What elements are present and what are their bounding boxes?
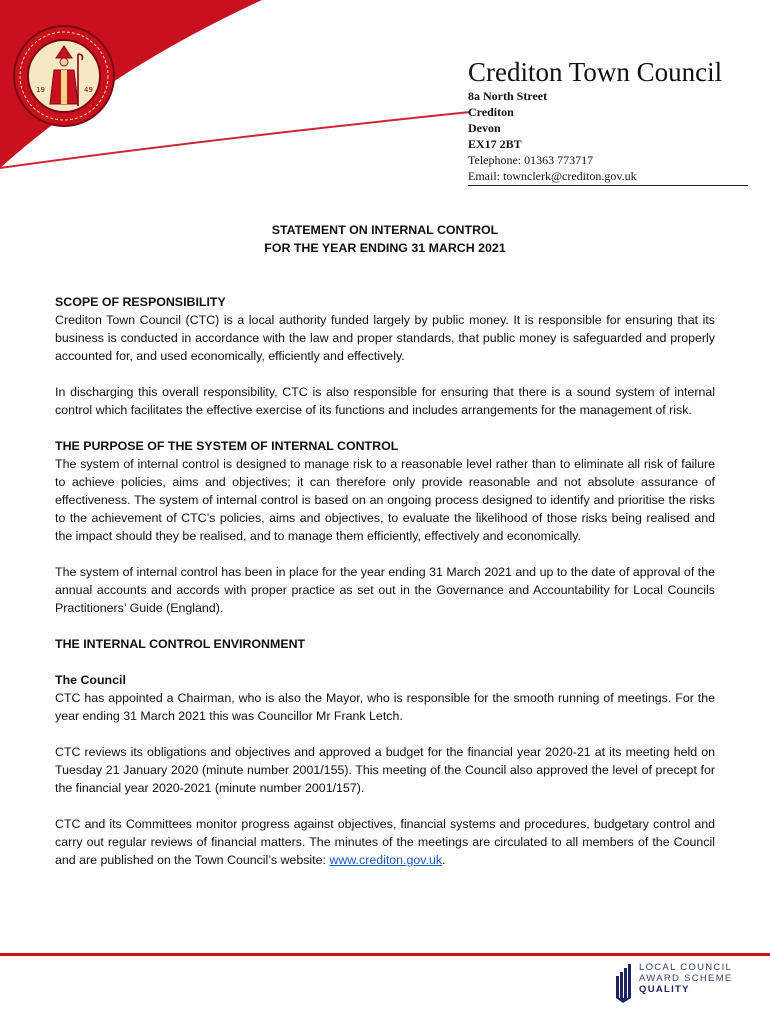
footer-rule — [0, 953, 770, 956]
document-title — [55, 221, 715, 257]
award-logo — [615, 962, 755, 1004]
address-town: Crediton — [468, 105, 514, 119]
award-line-2: AWARD SCHEME — [639, 973, 733, 984]
email: Email: townclerk@crediton.gov.uk — [468, 169, 637, 183]
bar-chart-icon — [615, 962, 635, 1004]
town-seal-icon — [12, 24, 116, 128]
environment-paragraph-3-text: CTC and its Committees monitor progress against objectives, financial systems and procedures, budgetary control and carry out regular reviews of financial matters. The minutes of the meetings are circulated to all members of the Council and are published on the Town Council’s website: — [55, 817, 715, 867]
svg-text:49: 49 — [84, 86, 93, 94]
header-rule — [468, 185, 748, 186]
purpose-paragraph-1: The system of internal control is designed to manage risk to a reasonable level rather than to eliminate all risk of failure to achieve policies, aims and objectives; it can therefore only provide reasonable and not absolute assurance of effectiveness. The system of internal control is based on an ongoing process designed to identify and prioritise the risks to the achievement of CTC’s policies, aims and objectives, to evaluate the likelihood of those risks being realised and the impact should they be realised, and to manage them efficiently, effectively and economically. — [55, 457, 715, 543]
environment-heading: THE INTERNAL CONTROL ENVIRONMENT — [55, 637, 306, 651]
svg-text:19: 19 — [36, 86, 45, 94]
letterhead — [468, 56, 750, 186]
award-line-1: LOCAL COUNCIL — [639, 962, 733, 973]
address-county: Devon — [468, 121, 501, 135]
environment-paragraph-3 — [55, 815, 715, 869]
website-link[interactable]: www.crediton.gov.uk — [329, 853, 443, 867]
document-body — [55, 221, 715, 887]
council-subheading: The Council — [55, 673, 126, 687]
telephone: Telephone: 01363 773717 — [468, 153, 594, 167]
title-line-2: FOR THE YEAR ENDING 31 MARCH 2021 — [264, 241, 506, 255]
address-postcode: EX17 2BT — [468, 137, 522, 151]
environment-paragraph-2: CTC reviews its obligations and objectives and approved a budget for the financial year 2020-21 at its meeting held on Tuesday 21 January 2020 (minute number 2001/155). This meeting of the Council also approved the level of precept for the financial year 2020-2021 (minute number 2001/157). — [55, 745, 715, 795]
environment-paragraph-3-end: . — [442, 853, 446, 867]
scope-paragraph-1: Crediton Town Council (CTC) is a local authority funded largely by public money. It is responsible for ensuring that its business is conducted in accordance with the law and proper standards, that public money is safeguarded and properly accounted for, and used economically, efficiently and effectively. — [55, 313, 715, 363]
title-line-1: STATEMENT ON INTERNAL CONTROL — [271, 223, 499, 237]
purpose-heading: THE PURPOSE OF THE SYSTEM OF INTERNAL CONTROL — [55, 439, 399, 453]
scope-paragraph-2: In discharging this overall responsibility, CTC is also responsible for ensuring that there is a sound system of internal control which facilitates the effective exercise of its functions and includes arrangements for the management of risk. — [55, 385, 715, 417]
address-block — [468, 88, 750, 184]
address-street: 8a North Street — [468, 89, 548, 103]
purpose-paragraph-2: The system of internal control has been in place for the year ending 31 March 2021 and up to the date of approval of the annual accounts and accords with proper practice as set out in the Governance and Accountability for Local Councils Practitioners’ Guide (England). — [55, 565, 715, 615]
scope-heading: SCOPE OF RESPONSIBILITY — [55, 295, 226, 309]
award-line-3: QUALITY — [639, 984, 690, 995]
environment-paragraph-1: CTC has appointed a Chairman, who is also the Mayor, who is responsible for the smooth running of meetings. For the year ending 31 March 2021 this was Councillor Mr Frank Letch. — [55, 691, 715, 723]
council-name: Crediton Town Council — [468, 57, 723, 87]
